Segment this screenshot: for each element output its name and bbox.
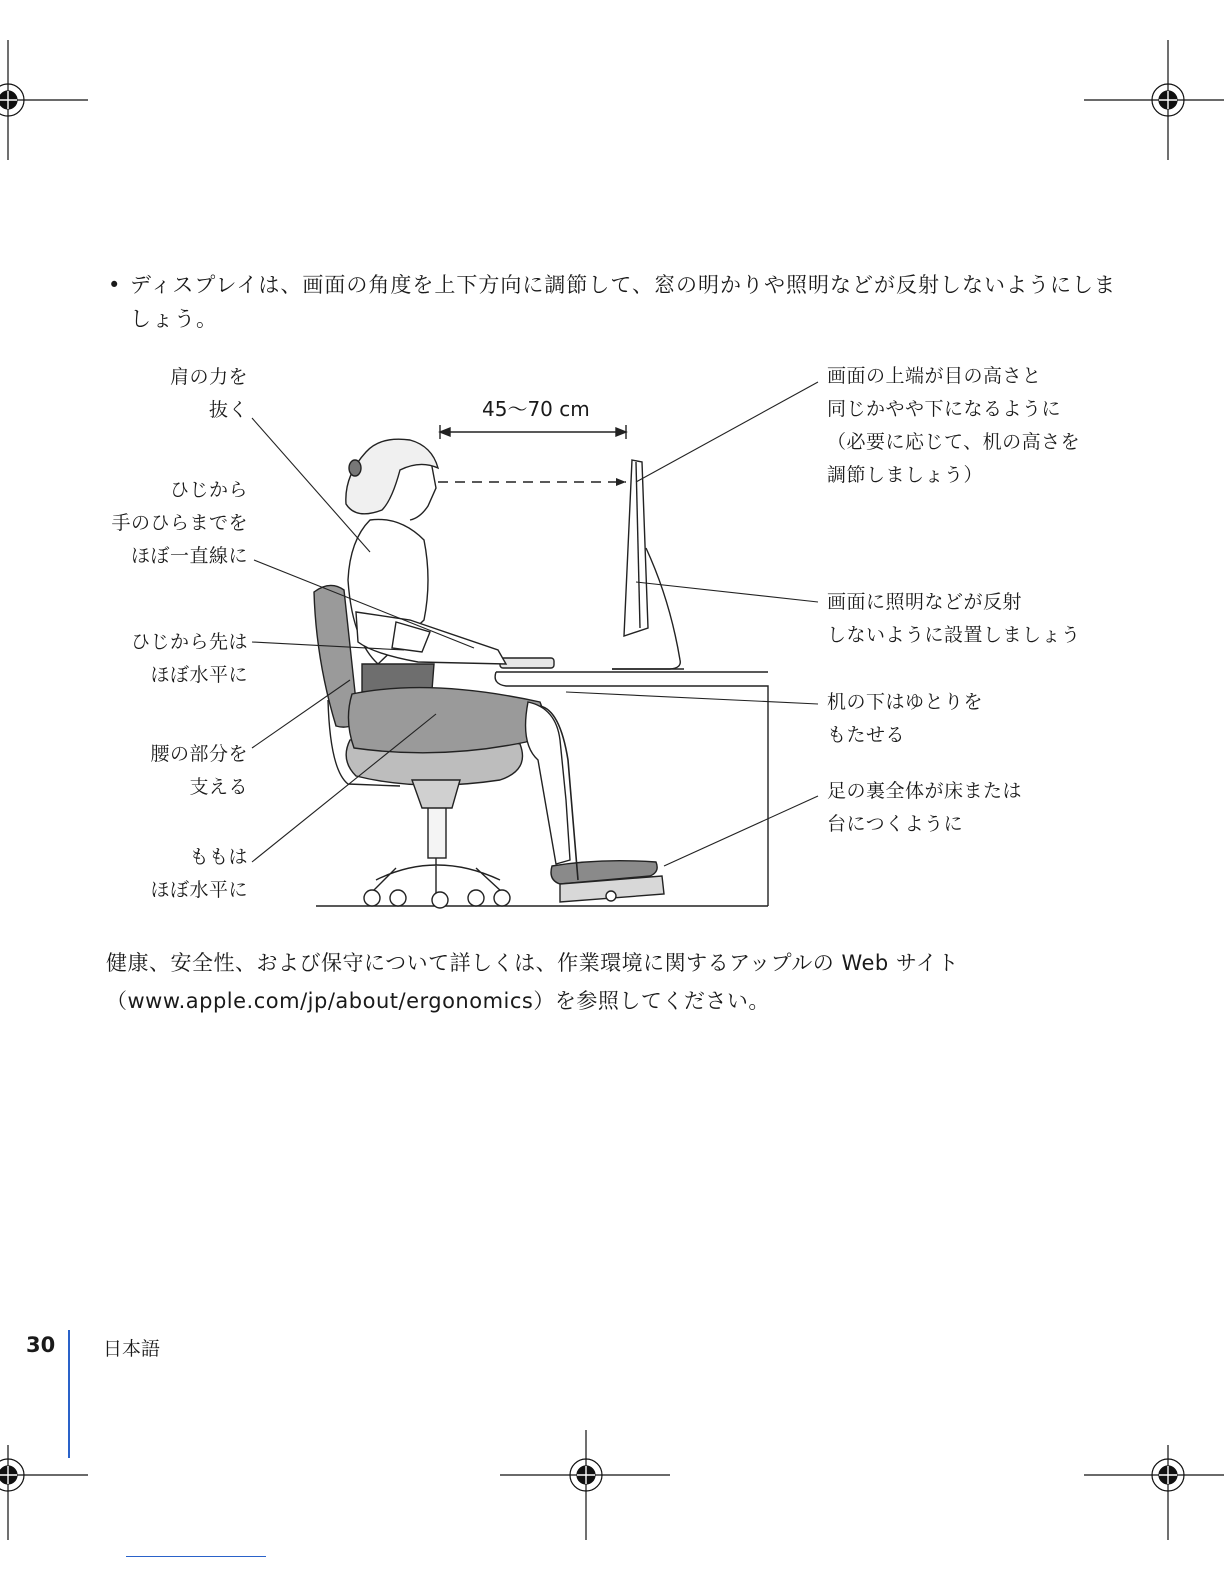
label-line: ひじから bbox=[169, 479, 248, 501]
info-line-1: 健康、安全性、および保守について詳しくは、作業環境に関するアップルの Web サイト bbox=[106, 951, 959, 975]
label-line: 肩の力を bbox=[169, 366, 248, 388]
label-thighs bbox=[150, 841, 248, 907]
label-line: ほぼ水平に bbox=[150, 664, 248, 686]
label-clearance bbox=[827, 686, 983, 752]
label-line: ほぼ水平に bbox=[150, 879, 248, 901]
label-line: 画面の上端が目の高さと bbox=[827, 365, 1042, 387]
label-forearm bbox=[131, 626, 248, 692]
label-line: 台につくように bbox=[827, 813, 964, 835]
bottom-rule bbox=[126, 1556, 266, 1557]
label-line: 手のひらまでを bbox=[111, 512, 248, 534]
label-line: 抜く bbox=[208, 399, 248, 421]
label-feet bbox=[827, 775, 1022, 841]
label-shoulders bbox=[170, 361, 248, 427]
label-screen-top bbox=[827, 360, 1080, 492]
label-line: ひじから先は bbox=[130, 631, 248, 653]
label-line: ほぼ一直線に bbox=[130, 545, 248, 567]
page-language: 日本語 bbox=[103, 1338, 161, 1360]
distance-label: 45〜70 cm bbox=[482, 397, 590, 421]
page-number: 30 bbox=[26, 1333, 56, 1357]
label-line: しないように設置しましょう bbox=[827, 624, 1081, 646]
label-line: 同じかやや下になるように bbox=[827, 398, 1062, 420]
bullet-marker: • bbox=[108, 273, 122, 297]
info-line-2: （www.apple.com/jp/about/ergonomics）を参照してください。 bbox=[106, 989, 770, 1013]
label-line: 机の下はゆとりを bbox=[827, 691, 984, 713]
bullet-text: ディスプレイは、画面の角度を上下方向に調節して、窓の明かりや照明などが反射しないようにしましょう。 bbox=[130, 273, 1117, 331]
label-line: 腰の部分を bbox=[150, 743, 248, 765]
label-line: 足の裏全体が床または bbox=[827, 780, 1023, 802]
label-line: ももは bbox=[189, 846, 248, 868]
label-line: 支える bbox=[189, 776, 248, 798]
page-divider bbox=[68, 1330, 70, 1458]
label-line: 調節しましょう） bbox=[827, 464, 984, 486]
label-line: （必要に応じて、机の高さを bbox=[827, 431, 1081, 453]
label-line: もたせる bbox=[827, 724, 906, 746]
label-glare bbox=[827, 586, 1081, 652]
label-lower-back bbox=[150, 738, 248, 804]
label-line: 画面に照明などが反射 bbox=[827, 591, 1023, 613]
label-wrist bbox=[111, 474, 248, 573]
info-paragraph bbox=[106, 944, 1106, 1020]
